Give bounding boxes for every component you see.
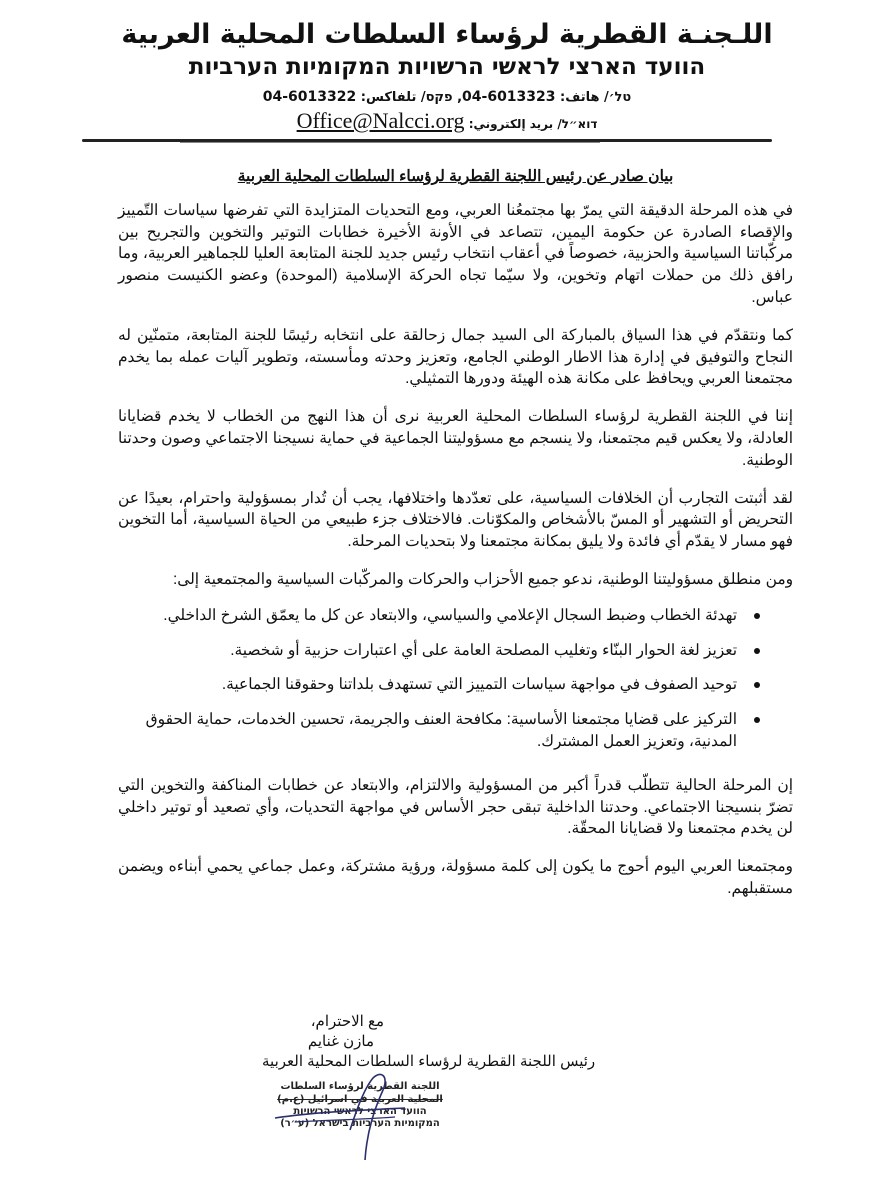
demands-list — [118, 605, 793, 753]
list-item-text: التركيز على قضايا مجتمعنا الأساسية: مكافحة العنف والجريمة، تحسين الخدمات، حماية الحقوق المدنية، وتعزيز العمل المشترك. — [145, 711, 737, 750]
letterhead — [70, 18, 824, 136]
org-name-hebrew: הוועד הארצי לראשי הרשויות המקומיות הערביות — [188, 54, 706, 80]
list-item-text: تعزيز لغة الحوار البنّاء وتغليب المصلحة العامة على أي اعتبارات حزبية أو شخصية. — [230, 641, 737, 659]
org-name-arabic: اللـجنـة القطرية لرؤساء السلطات المحلية العربية — [121, 19, 773, 50]
signoff-greeting: مع الاحترام، — [310, 1013, 384, 1030]
phone-number: 04-6013323 — [462, 89, 556, 105]
stamp-line: המקומיות הערביות בישראל (ע״ר) — [280, 1118, 440, 1129]
fax-label: פקס/ تلفاكس: — [360, 90, 453, 105]
email-link[interactable]: Office@Nalcci.org — [296, 108, 465, 133]
bullet-icon — [754, 717, 760, 723]
list-item-text: تهدئة الخطاب وضبط السجال الإعلامي والسياسي، والابتعاد عن كل ما يعمّق الشرخ الداخلي. — [163, 606, 737, 624]
header-divider-shadow — [180, 142, 600, 143]
email-line — [70, 109, 824, 136]
fax-number: 04-6013322 — [262, 89, 357, 105]
separator: , — [452, 90, 463, 105]
statement-title: بيان صادر عن رئيس اللجنة القطرية لرؤساء السلطات المحلية العربية — [237, 168, 674, 185]
list-item-text: توحيد الصفوف في مواجهة سياسات التمييز التي تستهدف بلداتنا وحقوقنا الجماعية. — [221, 676, 737, 694]
paragraph: في هذه المرحلة الدقيقة التي يمرّ بها مجتمعُنا العربي، ومع التحديات المتزايدة التي تفرضها سياسات التّمييز والإقصاء الصادرة عن حكومة اليمين، تتصاعد في الأونة الأخيرة خطابات التوتير والتخوين والتجريح بين مركّباتنا السياسية والحزبية، خصوصاً في أعقاب انتخاب رئيس جديد للجنة المتابعة العليا للجماهير العربية، وما رافق ذلك من حملات اتهام وتخوين، ولا سيّما تجاه الحركة الإسلامية (الموحدة) وعضو الكنيست منصور عباس. — [118, 201, 793, 306]
paragraph: إن المرحلة الحالية تتطلّب قدراً أكبر من المسؤولية والالتزام، والابتعاد عن خطابات المناكفة والتخوين التي تضرّ بنسيجنا الاجتماعي. وحدتنا الداخلية تبقى حجر الأساس في مواجهة التحديات، وأي تصعيد أو توتير داخلي لن يخدم مجتمعنا ولا قضايانا المحقّة. — [118, 776, 793, 838]
signer-position: رئيس اللجنة القطرية لرؤساء السلطات المحلية العربية — [262, 1053, 596, 1070]
paragraph: إننا في اللجنة القطرية لرؤساء السلطات المحلية العربية نرى أن هذا النهج من الخطاب لا يخدم قضايانا العادلة، ولا يعكس قيم مجتمعنا، ولا ينسجم مع مسؤوليتنا الجماعية في حماية نسيجنا الاجتماعي وصون وحدتنا الوطنية. — [118, 408, 793, 469]
bullet-icon — [754, 648, 760, 654]
paragraph: ومن منطلق مسؤوليتنا الوطنية، ندعو جميع الأحزاب والحركات والمركّبات السياسية والمجتمعية إلى: — [172, 570, 793, 588]
paragraph: كما ونتقدّم في هذا السياق بالمباركة الى السيد جمال زحالقة على انتخابه رئيسًا للجنة المتابعة، متمنّين له النجاح والتوفيق في إدارة هذا الاطار الوطني الجامع، وتعزيز وحدته ومأسسته، وتطوير آليات عمله بما يخدم مجتمعنا العربي ويحافظ على مكانة هذه الهيئة ودورها التمثيلي. — [118, 326, 793, 388]
list-item — [118, 640, 759, 662]
list-item — [118, 674, 759, 696]
stamp-line: المحلية العربية في اسرائيل (ع.م) — [277, 1094, 443, 1105]
list-item — [118, 709, 759, 753]
email-label: דוא״ל/ بريد إلكتروني: — [468, 117, 598, 131]
stamp-line: اللجنة القطرية لرؤساء السلطات — [280, 1081, 440, 1092]
bullet-icon — [754, 682, 760, 688]
stamp-line: הוועד הארצי לראשי הרשויות — [293, 1106, 427, 1117]
contact-line — [70, 86, 824, 109]
official-stamp — [260, 1080, 460, 1160]
signer-name: مازن غنايم — [307, 1033, 374, 1050]
bullet-icon — [754, 613, 760, 619]
statement-body — [118, 166, 793, 916]
list-item — [118, 605, 759, 627]
paragraph: لقد أثبتت التجارب أن الخلافات السياسية، على تعدّدها واختلافها، يجب أن تُدار بمسؤولية واحترام، بعيدًا عن التحريض أو التشهير أو المسّ بالأشخاص والمكوّنات. فالاختلاف جزء طبيعي من الحياة السياسية، أما التخوين فهو مسار لا يقدّم أي فائدة ولا يليق بمكانة مجتمعنا ولا بتحديات المرحلة. — [118, 489, 793, 551]
paragraph: ومجتمعنا العربي اليوم أحوج ما يكون إلى كلمة مسؤولة، ورؤية مشتركة، وعمل جماعي يحمي أبناءه ويضمن مستقبلهم. — [118, 858, 793, 897]
phone-label: טל׳/ هاتف: — [560, 90, 632, 105]
